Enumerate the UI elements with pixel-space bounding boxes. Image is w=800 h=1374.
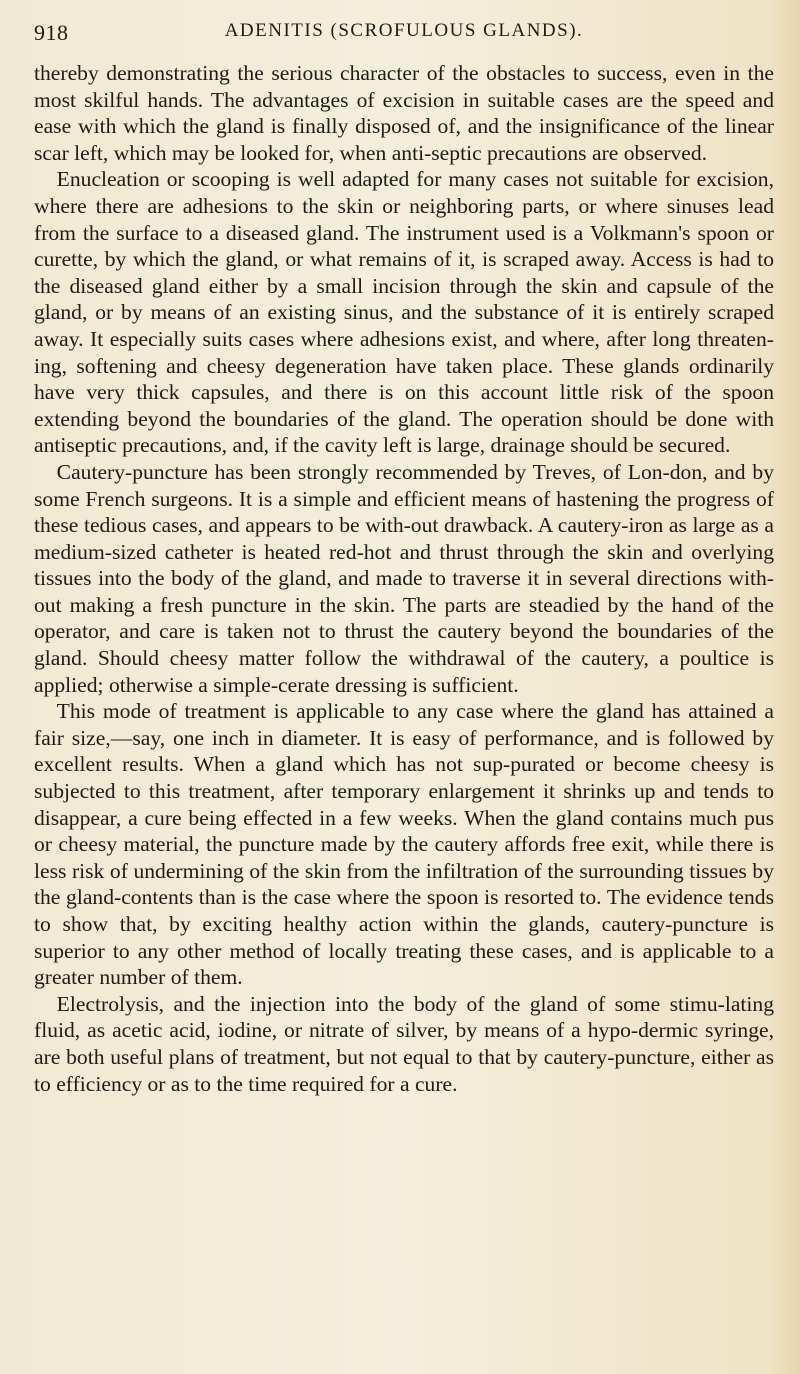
paragraph-enucleation: Enucleation or scooping is well adapted for many cases not suitable for excision, where there are adhesions to the skin or neighboring parts, or where sinuses lead from the surface to a diseased gland. The instrument used is a Volkmann's spoon or curette, by which the gland, or what remains of it, is scraped away. Access is had to the diseased gland either by a small incision through the skin and capsule of the gland, or by means of an existing sinus, and the substance of it is entirely scraped away. It especially suits cases where adhesions exist, and where, after long threaten-ing, softening and cheesy degeneration have taken place. These glands ordinarily have very thick capsules, and there is on this account little risk of the spoon extending beyond the boundaries of the gland. The operation should be done with antiseptic precautions, and, if the cavity left is large, drainage should be secured. [34,167,774,458]
body-text [34,60,774,1097]
page-header [34,10,774,54]
paragraph-cautery-puncture: Cautery-puncture has been strongly recommended by Treves, of Lon-don, and by some French surgeons. It is a simple and efficient means of hastening the progress of these tedious cases, and appears to be with-out drawback. A cautery-iron as large as a medium-sized catheter is heated red-hot and thrust through the skin and overlying tissues into the body of the gland, and made to traverse it in several directions with-out making a fresh puncture in the skin. The parts are steadied by the hand of the operator, and care is taken not to thrust the cautery beyond the boundaries of the gland. Should cheesy matter follow the withdrawal of the cautery, a poultice is applied; otherwise a simple-cerate dressing is sufficient. [34,459,774,697]
paragraph-mode-of-treatment: This mode of treatment is applicable to any case where the gland has attained a fair size,—say, one inch in diameter. It is easy of performance, and is followed by excellent results. When a gland which has not sup-purated or become cheesy is subjected to this treatment, after temporary enlargement it shrinks up and tends to disappear, a cure being effected in a few weeks. When the gland contains much pus or cheesy material, the puncture made by the cautery affords free exit, while there is less risk of undermining of the skin from the infiltration of the surrounding tissues by the gland-contents than is the case where the spoon is resorted to. The evidence tends to show that, by exciting healthy action within the glands, cautery-puncture is superior to any other method of locally treating these cases, and is applicable to a greater number of them. [34,699,774,990]
paragraph-electrolysis: Electrolysis, and the injection into the body of the gland of some stimu-lating fluid, as acetic acid, iodine, or nitrate of silver, by means of a hypo-dermic syringe, are both useful plans of treatment, but not equal to that by cautery-puncture, either as to efficiency or as to the time required for a cure. [34,991,774,1096]
running-title: ADENITIS (SCROFULOUS GLANDS). [224,20,584,41]
paragraph-continuation: thereby demonstrating the serious character of the obstacles to success, even in the most skilful hands. The advantages of excision in suitable cases are the speed and ease with which the gland is finally disposed of, and the insignificance of the linear scar left, which may be looked for, when anti-septic precautions are observed. [34,61,774,165]
page-number: 918 [34,20,69,45]
